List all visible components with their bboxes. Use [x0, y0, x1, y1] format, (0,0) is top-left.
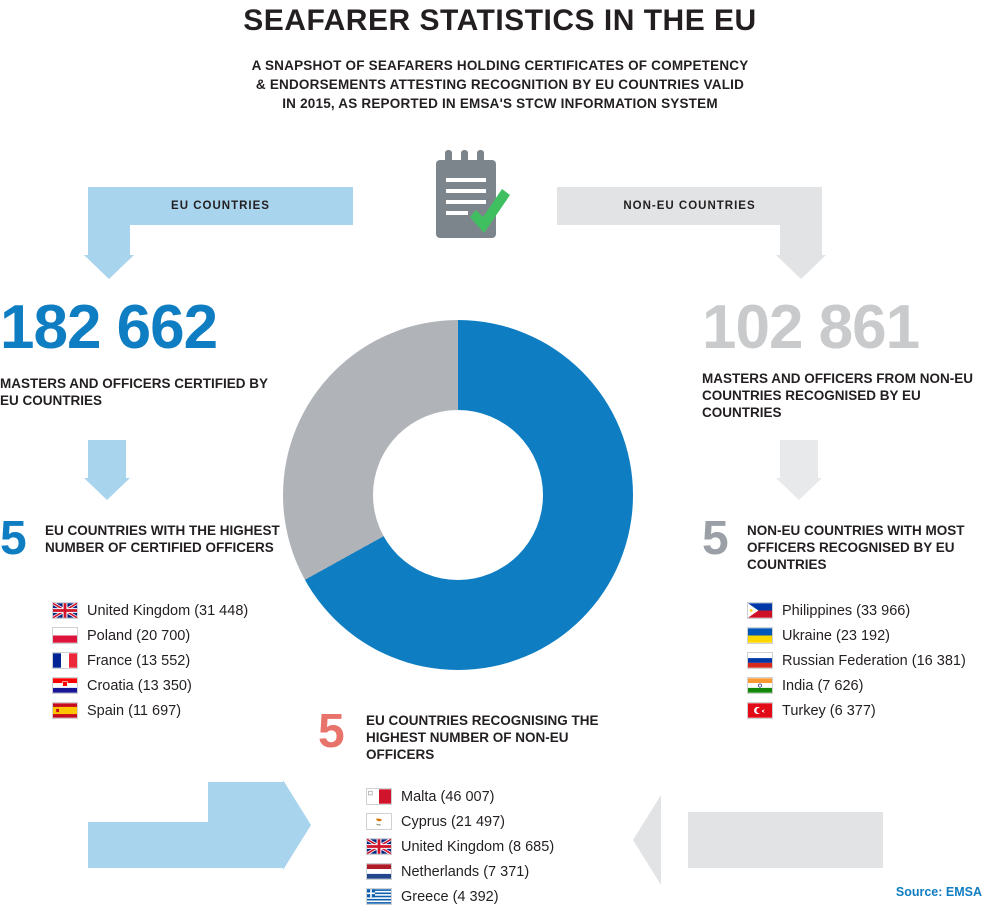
arrow-head-eu-mid [84, 478, 130, 500]
flag-russian-federation [747, 652, 773, 669]
eu-total-description: MASTERS AND OFFICERS CERTIFIED BY EU COUNTRIES [0, 376, 268, 408]
notepad-check-icon [428, 145, 512, 245]
list-item-label: Cyprus (21 497) [401, 813, 505, 830]
list-item [366, 784, 554, 809]
donut-chart [283, 320, 633, 670]
subtitle-line-1: A SNAPSHOT OF SEAFARERS HOLDING CERTIFICATES OF COMPETENCY [251, 58, 749, 73]
list-item [366, 809, 554, 834]
flag-india [747, 677, 773, 694]
donut-hole [373, 410, 543, 580]
eu-top5-number: 5 [0, 512, 27, 565]
flag-croatia [52, 677, 78, 694]
flag-malta [366, 788, 392, 805]
arrow-stem-non-eu [780, 225, 822, 255]
arrow-head-eu-down [84, 255, 134, 279]
list-item-label: Greece (4 392) [401, 888, 499, 905]
non-eu-total-number: 102 861 [702, 293, 920, 362]
subtitle-line-2: & ENDORSEMENTS ATTESTING RECOGNITION BY EU COUNTRIES VALID [255, 77, 745, 92]
list-item [52, 698, 248, 723]
eu-total-number: 182 662 [0, 293, 218, 362]
banner-non-eu-countries [557, 187, 822, 225]
arrow-stem-non-eu-mid [780, 440, 818, 478]
non-eu-total-description: MASTERS AND OFFICERS FROM NON-EU COUNTRIES RECOGNISED BY EU COUNTRIES [702, 371, 973, 420]
list-item [747, 698, 966, 723]
arrow-stem-eu-mid [88, 440, 126, 478]
page-title: SEAFARER STATISTICS IN THE EU [243, 4, 757, 37]
list-item [366, 859, 554, 884]
list-item [52, 623, 248, 648]
list-item [52, 673, 248, 698]
banner-eu-label: EU COUNTRIES [171, 200, 270, 212]
flag-cyprus [366, 813, 392, 830]
eu-top5-heading: EU COUNTRIES WITH THE HIGHEST NUMBER OF CERTIFIED OFFICERS [45, 523, 280, 555]
list-item [366, 834, 554, 859]
list-item [366, 884, 554, 909]
non-eu-top5-list [747, 598, 966, 723]
list-item-label: France (13 552) [87, 652, 191, 669]
eu-recognising-number: 5 [318, 705, 345, 758]
flag-united-kingdom [366, 838, 392, 855]
list-item-label: Netherlands (7 371) [401, 863, 530, 880]
eu-recognising-list [366, 784, 554, 909]
list-item-label: Spain (11 697) [87, 702, 182, 719]
eu-top5-list [52, 598, 248, 723]
source-label: Source: EMSA [895, 885, 982, 899]
list-item-label: India (7 626) [782, 677, 864, 694]
flag-poland [52, 627, 78, 644]
page-subtitle [0, 56, 1000, 113]
list-item-label: Philippines (33 966) [782, 602, 911, 619]
arrow-stem-eu [88, 225, 130, 255]
list-item [747, 673, 966, 698]
non-eu-top5-number: 5 [702, 512, 729, 565]
list-item-label: Poland (20 700) [87, 627, 191, 644]
banner-eu-countries [88, 187, 353, 225]
arrow-bottom-right-head [633, 795, 661, 885]
flag-spain [52, 702, 78, 719]
list-item [747, 623, 966, 648]
eu-recognising-heading: EU COUNTRIES RECOGNISING THE HIGHEST NUMBER OF NON-EU OFFICERS [366, 713, 599, 762]
flag-philippines [747, 602, 773, 619]
arrow-bottom-left-head [283, 780, 311, 870]
arrow-bottom-right-body [688, 812, 883, 868]
flag-turkey [747, 702, 773, 719]
list-item [747, 598, 966, 623]
list-item [747, 648, 966, 673]
list-item-label: Malta (46 007) [401, 788, 495, 805]
list-item-label: United Kingdom (8 685) [401, 838, 555, 855]
banner-non-eu-label: NON-EU COUNTRIES [623, 200, 756, 212]
arrow-head-non-eu-down [776, 255, 826, 279]
flag-united-kingdom [52, 602, 78, 619]
arrow-bottom-left-notch [88, 782, 208, 822]
flag-netherlands [366, 863, 392, 880]
list-item-label: Russian Federation (16 381) [782, 652, 966, 669]
list-item [52, 648, 248, 673]
list-item-label: Ukraine (23 192) [782, 627, 890, 644]
arrow-head-non-eu-mid [776, 478, 822, 500]
non-eu-top5-heading: NON-EU COUNTRIES WITH MOST OFFICERS RECOGNISED BY EU COUNTRIES [747, 523, 965, 572]
list-item-label: Turkey (6 377) [782, 702, 876, 719]
list-item-label: United Kingdom (31 448) [87, 602, 249, 619]
flag-greece [366, 888, 392, 905]
list-item [52, 598, 248, 623]
list-item-label: Croatia (13 350) [87, 677, 192, 694]
flag-france [52, 652, 78, 669]
flag-ukraine [747, 627, 773, 644]
subtitle-line-3: IN 2015, AS REPORTED IN EMSA'S STCW INFORMATION SYSTEM [282, 96, 718, 111]
